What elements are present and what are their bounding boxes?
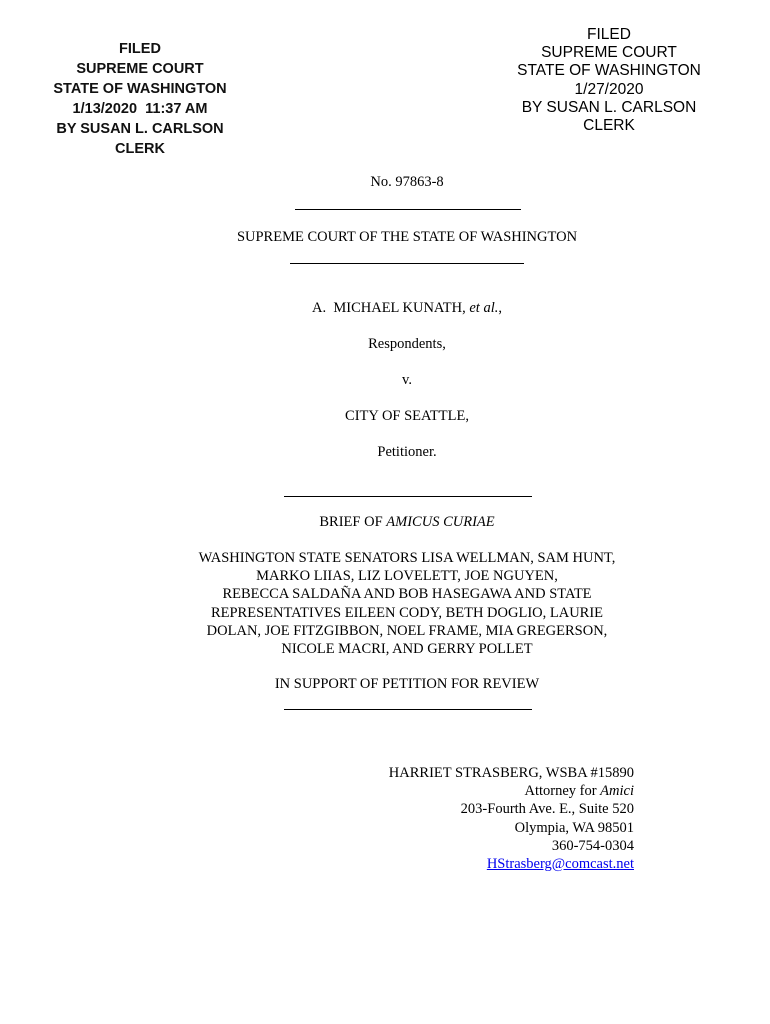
et-al-text: et al. xyxy=(469,300,499,316)
stamp-line: BY SUSAN L. CARLSON xyxy=(521,98,697,116)
support-line: IN SUPPORT OF PETITION FOR REVIEW xyxy=(274,676,540,692)
amici-line: DOLAN, JOE FITZGIBBON, NOEL FRAME, MIA GREGERSON, xyxy=(206,622,608,639)
respondent-role: Respondents, xyxy=(368,336,446,352)
amici-line: WASHINGTON STATE SENATORS LISA WELLMAN, SAM HUNT, xyxy=(198,550,616,566)
filing-stamp-left xyxy=(40,39,240,159)
amici-line: NICOLE MACRI, AND GERRY POLLET xyxy=(281,641,533,658)
stamp-line: STATE OF WASHINGTON xyxy=(517,62,701,80)
brief-title-italic: AMICUS CURIAE xyxy=(386,514,495,530)
court-name: SUPREME COURT OF THE STATE OF WASHINGTON xyxy=(236,229,578,245)
attorney-role-prefix: Attorney for xyxy=(524,783,601,800)
amici-line: REBECCA SALDAÑA AND BOB HASEGAWA AND STATE xyxy=(222,586,592,603)
attorney-role-italic: Amici xyxy=(600,783,634,800)
stamp-line: SUPREME COURT xyxy=(76,61,204,77)
stamp-line: CLERK xyxy=(115,141,165,157)
respondent-name xyxy=(0,300,770,317)
brief-title xyxy=(0,514,770,531)
stamp-line: FILED xyxy=(119,41,161,57)
respondent-suffix: , xyxy=(498,300,502,316)
stamp-line: SUPREME COURT xyxy=(541,44,677,62)
amici-list xyxy=(0,549,770,658)
stamp-line: 1/13/2020 11:37 AM xyxy=(72,101,208,117)
amici-line: REPRESENTATIVES EILEEN CODY, BETH DOGLIO, LAURIE xyxy=(210,604,604,621)
amici-line: MARKO LIIAS, LIZ LOVELETT, JOE NGUYEN, xyxy=(256,568,558,585)
petitioner-name: CITY OF SEATTLE, xyxy=(345,408,469,424)
filing-stamp-right xyxy=(508,26,710,135)
stamp-line: BY SUSAN L. CARLSON xyxy=(56,121,224,137)
attorney-block xyxy=(389,764,634,873)
petitioner-role: Petitioner. xyxy=(377,444,437,460)
attorney-address-line2: Olympia, WA 98501 xyxy=(514,819,634,836)
attorney-role xyxy=(389,782,634,800)
divider xyxy=(295,209,521,210)
attorney-phone: 360-754-0304 xyxy=(551,837,634,854)
respondent-name-text: A. MICHAEL KUNATH, xyxy=(312,300,470,316)
attorney-address-line1: 203-Fourth Ave. E., Suite 520 xyxy=(460,801,634,818)
versus: v. xyxy=(402,372,412,388)
brief-title-prefix: BRIEF OF xyxy=(319,514,387,530)
divider xyxy=(284,496,532,497)
stamp-line: STATE OF WASHINGTON xyxy=(53,81,227,97)
attorney-email-link[interactable]: HStrasberg@comcast.net xyxy=(486,856,634,873)
attorney-name: HARRIET STRASBERG, WSBA #15890 xyxy=(388,765,634,781)
stamp-line: CLERK xyxy=(583,117,635,135)
divider xyxy=(284,709,532,710)
stamp-line: FILED xyxy=(587,26,631,43)
stamp-line: 1/27/2020 xyxy=(574,80,644,98)
case-number: No. 97863-8 xyxy=(370,174,444,190)
divider xyxy=(290,263,524,264)
